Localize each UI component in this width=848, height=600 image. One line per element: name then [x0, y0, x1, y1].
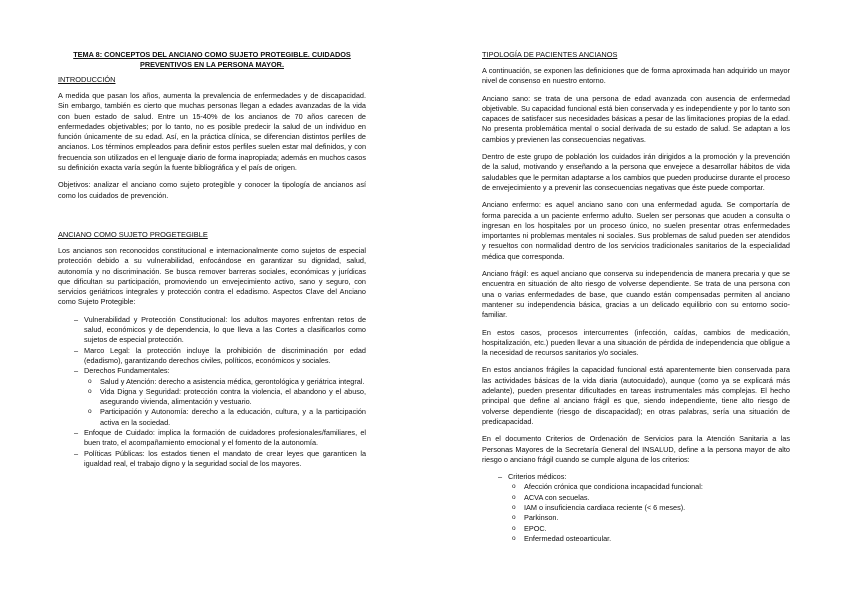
intro-paragraph-2: Objetivos: analizar el anciano como sujeto protegible y conocer la tipología de ancianos así como los cuidados de prevención. — [58, 180, 366, 200]
tipologia-paragraph-5: Anciano frágil: es aquel anciano que conserva su independencia de manera precaria y que se encuentra en situación de alto riesgo de volverse dependiente. Se trata de una persona con una o varias enfermedades de base, que cuando están compensadas permiten al anciano mantener su independencia básica, gracias a un delicado equilibrio con su entorno socio-familiar. — [482, 269, 790, 320]
list-item-label: Derechos Fundamentales: — [84, 366, 170, 376]
sujeto-paragraph: Los ancianos son reconocidos constitucional e internacionalmente como sujetos de especial protección debido a su vulnerabilidad, enfocándose en garantizar su dignidad, salud, autonomía y no discriminación. Se busca remover barreras sociales, económicas y jurídicas que dificultan su participación, promoviendo un envejecimiento activo, sano y seguro, con servicios geriátricos integrales y protección contra el edadismo. Aspectos Clave del Anciano como Sujeto Protegible: — [58, 245, 366, 307]
criteria-list — [482, 472, 790, 544]
rights-sublist — [88, 377, 366, 428]
sublist-item: o Enfermedad osteoarticular. — [512, 534, 790, 544]
tipologia-paragraph-8: En el documento Criterios de Ordenación de Servicios para la Atención Sanitaria a las Personas Mayores de la Secretaría General del INSALUD, define a la persona mayor de alto riesgo o anciano frágil cuando se cumple alguna de los criterios: — [482, 434, 790, 464]
sujeto-heading: ANCIANO COMO SUJETO PROGETEGIBLE — [58, 229, 208, 239]
tipologia-paragraph-6: En estos casos, procesos intercurrentes (infección, caídas, cambios de medicación, hospitalización, etc.) pueden llevar a una situación de pérdida de independencia que obligue a la necesidad de recursos sanitarios y/o sociales. — [482, 327, 790, 358]
criteria-sublist — [512, 482, 790, 544]
criteria-label: Criterios médicos: — [508, 472, 567, 482]
sublist-item: o Participación y Autonomía: derecho a la educación, cultura, y a la participación activa en la sociedad. — [88, 407, 366, 428]
sublist-item: o Vida Digna y Seguridad: protección contra la violencia, el abandono y el abuso, asegurando vivienda, alimentación y vestuario. — [88, 387, 366, 408]
list-item: – Marco Legal: la protección incluye la prohibición de discriminación por edad (edadismo), garantizando derechos civiles, políticos, económicos y sociales. — [58, 346, 366, 367]
right-column — [482, 50, 790, 544]
document-title: TEMA 8: CONCEPTOS DEL ANCIANO COMO SUJETO PROTEGIBLE. CUIDADOS PREVENTIVOS EN LA PERSONA MAYOR. — [73, 50, 351, 69]
tipologia-paragraph-7: En estos ancianos frágiles la capacidad funcional está aparentemente bien conservada para las actividades básicas de la vida diaria (autocuidado), aunque (como ya se explicará más adelante), pueden presentar dificultades en tareas instrumentales más complejas. El hecho principal que define al anciano frágil es que, siendo independiente, tiene alto riesgo de volverse dependiente (riesgo de discapacidad); en otras palabras, sería una situación de predicapacidad. — [482, 365, 790, 426]
tipologia-paragraph-2: Anciano sano: se trata de una persona de edad avanzada con ausencia de enfermedad objetivable. Su capacidad funcional está bien conservada y es independiente y por lo tanto son capaces de satisfacer sus necesidades básicas a pesar de las limitaciones propias de la edad. No presenta problemática mental o social derivada de su estado de salud. Se adaptan a los cambios y previenen las consecuencias negativas. — [482, 93, 790, 144]
sublist-item: o Salud y Atención: derecho a asistencia médica, gerontológica y geriátrica integral. — [88, 377, 366, 387]
tipologia-heading: TIPOLOGÍA DE PACIENTES ANCIANOS — [482, 50, 618, 59]
left-column — [58, 42, 366, 469]
sublist-item: o Afección crónica que condiciona incapacidad funcional: — [512, 482, 790, 492]
list-item: – Políticas Públicas: los estados tienen el mandato de crear leyes que garanticen la igualdad real, el trabajo digno y la seguridad social de los mayores. — [58, 449, 366, 470]
tipologia-paragraph-4: Anciano enfermo: es aquel anciano sano con una enfermedad aguda. Se comportaría de forma parecida a un paciente enfermo adulto. Suelen ser personas que acuden a consulta o ingresan en los hospitales por un proceso único, no suelen presentar otras enfermedades importantes ni problemas mentales ni sociales. Sus problemas de salud pueden ser atendidos y resueltos con normalidad dentro de los servicios tradicionales sanitarios de la especialidad médica que corresponda. — [482, 200, 790, 261]
list-item — [482, 472, 790, 544]
section-gap — [58, 208, 366, 230]
list-item — [58, 366, 366, 428]
list-item: – Vulnerabilidad y Protección Constitucional: los adultos mayores enfrentan retos de salud, económicos y de dependencia, lo que lleva a las Cortes a clasificarlos como sujetos de especial protección. — [58, 315, 366, 346]
aspects-list — [58, 315, 366, 469]
list-item: – Enfoque de Cuidado: implica la formación de cuidadores profesionales/familiares, el buen trato, el acompañamiento emocional y el fomento de la autonomía. — [58, 428, 366, 449]
sublist-item: o Parkinson. — [512, 513, 790, 523]
sublist-item: o IAM o insuficiencia cardiaca reciente (< 6 meses). — [512, 503, 790, 513]
intro-heading: INTRODUCCIÓN — [58, 75, 116, 84]
sublist-item: o ACVA con secuelas. — [512, 493, 790, 503]
sublist-item: o EPOC. — [512, 524, 790, 534]
tipologia-paragraph-1: A continuación, se exponen las definiciones que de forma aproximada han adquirido un mayor nivel de consenso en nuestro entorno. — [482, 66, 790, 86]
tipologia-paragraph-3: Dentro de este grupo de población los cuidados irán dirigidos a la promoción y la prevención de la salud, motivando y enseñando a la persona que envejece a desarrollar hábitos de vida saludables que le permitan adaptarse a los cambios que pueden producirse durante el proceso de envejecimiento y a prevenir las consecuencias negativas que éste puede comportar. — [482, 152, 790, 192]
intro-paragraph-1: A medida que pasan los años, aumenta la prevalencia de enfermedades y de discapacidad. Sin embargo, también es cierto que muchas personas llegan a edades avanzadas de la vida con buen estado de salud. Entre un 15-40% de los ancianos de 70 años carecen de enfermedades objetivables; por lo tanto, no es posible predecir la salud de un individuo en función únicamente de su edad. Así, en la práctica clínica, se diferencian distintos perfiles de ancianos. Los términos empleados para definir estos perfiles suelen estar mal definidos, y con frecuencia son utilizados en el lenguaje diario de forma inapropiada; además en muchos casos su definición exacta varía según la fuente bibliográfica y el país de origen. — [58, 91, 366, 173]
